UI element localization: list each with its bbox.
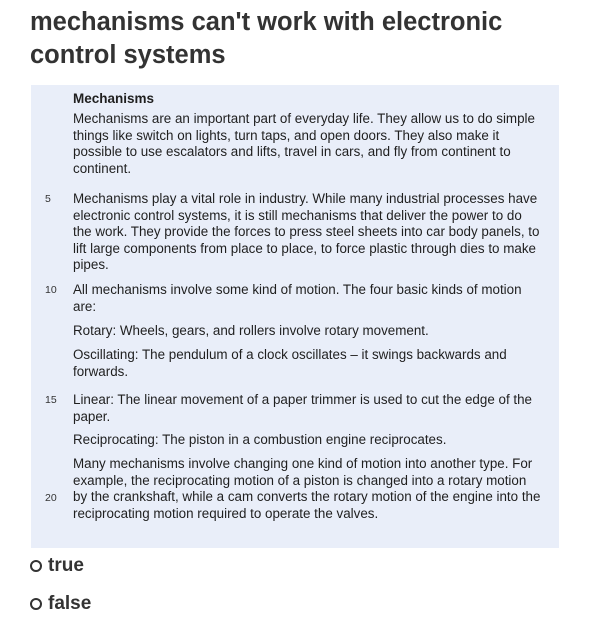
radio-button-icon[interactable]: [30, 598, 42, 610]
question-title: mechanisms can't work with electronic control systems: [30, 8, 503, 69]
motion-oscillating: Oscillating: The pendulum of a clock oscillates – it swings backwards and forwards.: [73, 347, 507, 379]
line-number-10: 10: [45, 284, 57, 296]
line-number-15: 15: [45, 394, 57, 406]
line-number-5: 5: [45, 193, 51, 205]
paragraph-1: Mechanisms are an important part of everyday life. They allow us to do simple things like switch on lights, turn taps, and open doors. They also make it possible to use escalators and lifts, travel in cars, and fly from continent to continent.: [73, 111, 535, 176]
passage-title: Mechanisms: [73, 91, 155, 106]
reading-passage: [31, 85, 559, 548]
motion-linear: Linear: The linear movement of a paper trimmer is used to cut the edge of the paper.: [73, 392, 533, 424]
paragraph-2: Mechanisms play a vital role in industry. While many industrial processes have electronic control systems, it is still mechanisms that deliver the power to do the work. They provide the forces to press steel sheets into car body panels, to lift large components from place to place, to force plastic through dies to make pipes.: [73, 191, 540, 273]
option-label: true: [48, 555, 84, 576]
answer-options: [30, 554, 91, 630]
paragraph-final: Many mechanisms involve changing one kind of motion into another type. For example, the reciprocating motion of a piston is changed into a rotary motion by the crankshaft, while a cam converts the rotary motion of the engine into the reciprocating motion required to operate the valves.: [73, 456, 541, 521]
option-true[interactable]: [30, 554, 91, 578]
option-label: false: [48, 593, 92, 614]
radio-button-icon[interactable]: [30, 560, 42, 572]
option-false[interactable]: [30, 592, 91, 616]
paragraph-3: All mechanisms involve some kind of motion. The four basic kinds of motion are:: [73, 282, 522, 314]
motion-reciprocating: Reciprocating: The piston in a combustion engine reciprocates.: [73, 432, 447, 447]
line-number-20: 20: [45, 492, 57, 504]
motion-rotary: Rotary: Wheels, gears, and rollers involve rotary movement.: [73, 323, 429, 338]
